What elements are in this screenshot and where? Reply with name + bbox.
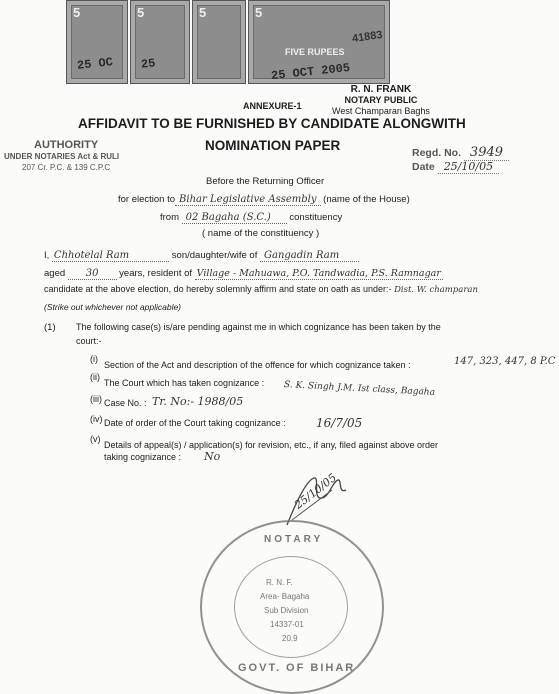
- seal-line5: 20.9: [282, 634, 298, 643]
- sub-item-2-value: S. K. Singh J.M. Ist class, Bagaha: [283, 380, 436, 398]
- sub-item-4-label: Date of order of the Court taking cognizance :: [104, 418, 286, 428]
- seal-top-text: NOTARY: [264, 534, 324, 545]
- notary-place: West Champaran Baghs: [332, 106, 430, 116]
- sub-item-5-number: (v): [90, 434, 101, 444]
- affidavit-title-line2: NOMINATION PAPER: [205, 138, 341, 153]
- regd-no-label: Regd. No.: [412, 147, 461, 159]
- father-name: Gangadin Ram: [260, 250, 359, 262]
- election-row: [118, 194, 410, 205]
- sub-item-4-number: (iv): [90, 414, 103, 424]
- election-label: for election to: [118, 194, 176, 205]
- registration-stamp: [412, 146, 509, 174]
- authority-line3: 207 Cr. P.C. & 139 C.P.C: [22, 163, 111, 172]
- sub-item-1-label: Section of the Act and description of the offence for which cognizance taken :: [104, 360, 411, 370]
- constituency-label: constituency: [289, 212, 343, 223]
- sub-item-3-label: Case No. :: [104, 398, 147, 408]
- item-1-text-line2: court:-: [76, 336, 102, 346]
- sub-item-1-value: 147, 323, 447, 8 P.C: [454, 356, 556, 367]
- aged-label: aged: [44, 268, 66, 279]
- age-row: [44, 268, 443, 279]
- court-fee-stamp-2: [130, 0, 190, 84]
- seal-line4: 14337-01: [270, 620, 304, 629]
- address-value: Village - Mahuawa, P.O. Tandwadia, P.S. Ramnagar: [196, 268, 441, 279]
- notary-public-stamp: [332, 84, 430, 117]
- house-label: (name of the House): [323, 194, 410, 205]
- sub-item-2-number: (ii): [90, 372, 100, 382]
- regd-date-label: Date: [412, 161, 435, 173]
- court-fee-stamp-4: [248, 0, 390, 84]
- seal-bottom-text: GOVT. OF BIHAR: [238, 662, 356, 674]
- i-label: I,: [44, 250, 50, 261]
- candidate-row: [44, 284, 478, 295]
- authority-title: AUTHORITY: [34, 139, 99, 151]
- relation-label: son/daughter/wife of: [171, 250, 258, 261]
- notary-seal: [200, 520, 384, 694]
- court-fee-stamp-3: [192, 0, 246, 84]
- sub-item-4-value: 16/7/05: [316, 416, 363, 430]
- sub-item-1-number: (i): [90, 354, 98, 364]
- court-fee-stamp-1: [66, 0, 128, 84]
- sub-item-3-number: (iii): [90, 394, 102, 404]
- notary-name: R. N. FRANK: [350, 84, 412, 95]
- resident-label: years, resident of: [119, 268, 193, 279]
- authority-line2: UNDER NOTARIES Act & RULI: [4, 152, 120, 161]
- stamp-value: 5: [199, 5, 207, 20]
- strike-out-note: (Strike out whichever not applicable): [44, 302, 182, 312]
- stamp-date: 25 OC: [76, 55, 114, 73]
- deponent-row: [44, 250, 359, 261]
- seal-line2: Area- Bagaha: [260, 592, 310, 601]
- item-1-number: (1): [44, 322, 56, 333]
- sub-item-2-label: The Court which has taken cognizance :: [104, 378, 265, 388]
- signature-date: 25/10/05: [291, 470, 339, 512]
- sub-item-3-value: Tr. No:- 1988/05: [152, 395, 244, 408]
- from-value: 02 Bagaha (S.C.): [182, 212, 287, 224]
- stamp-value: 5: [137, 5, 145, 20]
- stamp-value: 5: [255, 5, 263, 20]
- affidavit-title-line1: AFFIDAVIT TO BE FURNISHED BY CANDIDATE ALONGWITH: [78, 116, 466, 131]
- constituency-note: ( name of the constituency ): [202, 228, 320, 239]
- seal-line3: Sub Division: [264, 606, 309, 615]
- regd-date-value: 25/10/05: [438, 160, 499, 174]
- stamp-number: 41883: [351, 28, 384, 46]
- notary-title: NOTARY PUBLIC: [344, 95, 418, 105]
- election-value: Bihar Legislative Assembly: [175, 194, 320, 206]
- sub-item-5-label-2: taking cognizance :: [104, 452, 182, 462]
- age-value: 30: [68, 268, 117, 280]
- sub-item-5-value: No: [204, 450, 221, 463]
- sub-item-5-label: Details of appeal(s) / application(s) for revision, etc., if any, filed against above order: [104, 440, 438, 450]
- stamp-value: 5: [73, 5, 81, 20]
- annexure-label: ANNEXURE-1: [243, 101, 302, 111]
- from-label: from: [160, 212, 179, 223]
- district-value: Dist. W. champaran: [394, 285, 478, 295]
- returning-officer-heading: Before the Returning Officer: [206, 176, 325, 187]
- stamp-date: 25: [140, 56, 157, 72]
- candidate-statement: candidate at the above election, do hereby solemnly affirm and state on oath as under:-: [44, 284, 392, 294]
- regd-no-value: 3949: [464, 145, 509, 161]
- stamp-date: 25 OCT 2005: [270, 60, 351, 84]
- authority-stamp: [4, 140, 119, 173]
- seal-line1: R. N. F.: [266, 578, 293, 587]
- stamp-denomination: FIVE RUPEES: [285, 47, 345, 57]
- deponent-name: Chhotelal Ram: [52, 250, 169, 262]
- from-row: [160, 212, 342, 223]
- item-1-text-line1: The following case(s) is/are pending against me in which cognizance has been taken by the: [76, 322, 441, 332]
